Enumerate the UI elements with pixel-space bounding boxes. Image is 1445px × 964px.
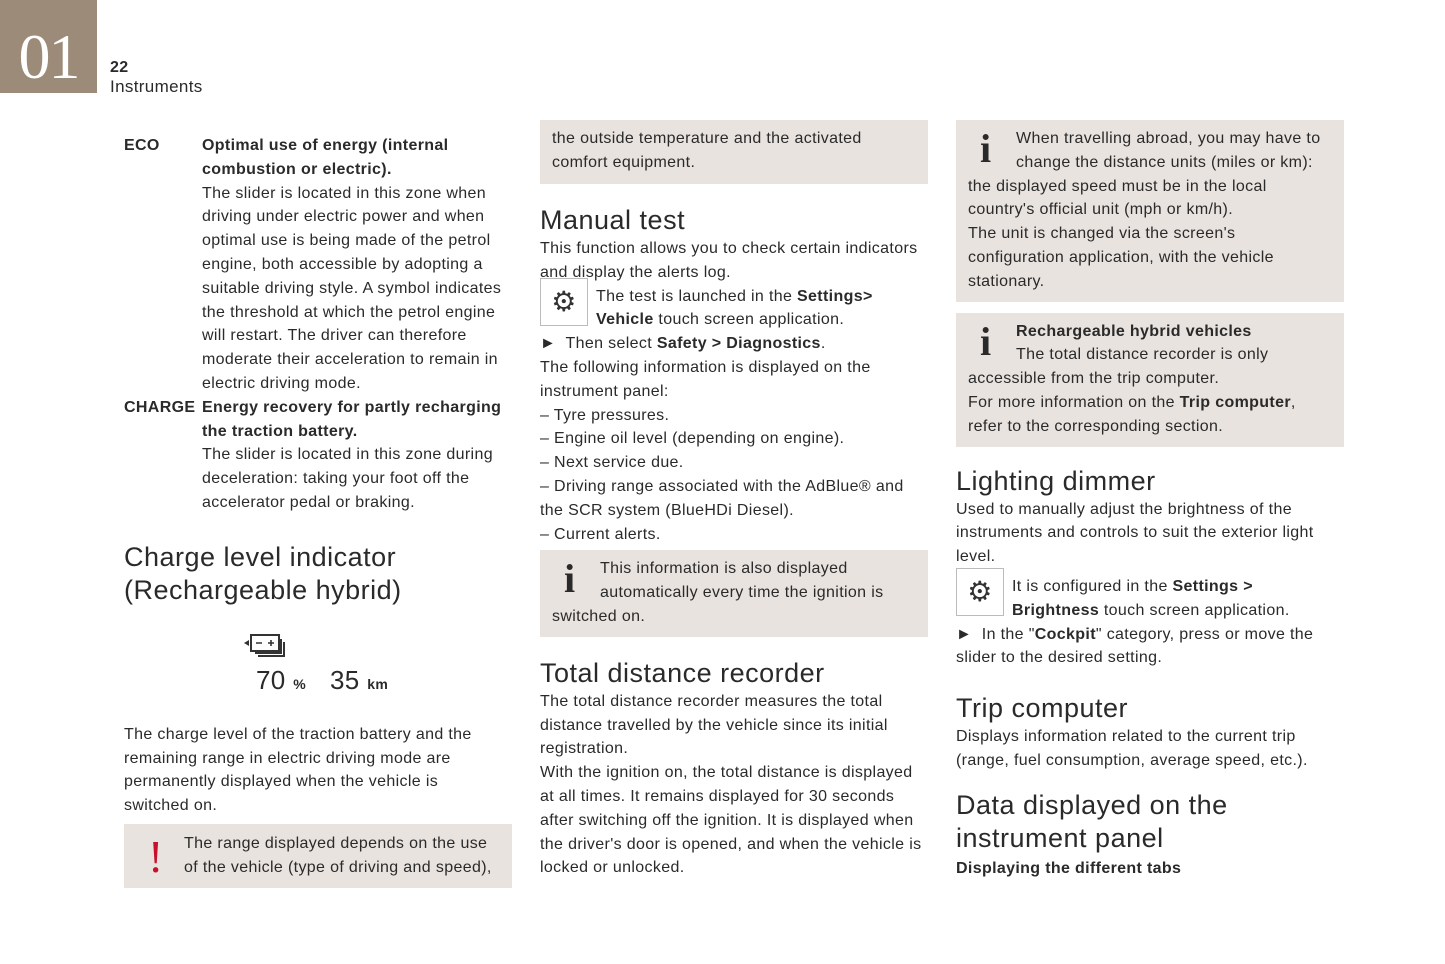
column-3 bbox=[956, 120, 1344, 881]
charge-gauge bbox=[244, 631, 512, 705]
list-item: – Driving range associated with the AdBlue® and the SCR system (BlueHDi Diesel). bbox=[540, 475, 928, 523]
manual-test-settings: ⚙ The test is launched in the Settings> Vehicle touch screen application. bbox=[540, 285, 928, 333]
arrow-icon: ► bbox=[540, 335, 566, 353]
total-distance-p2: With the ignition on, the total distance is displayed at all times. It remains displayed for 30 seconds after switching off the ignition. It is displayed when the driver's door is opened, and when the vehicle is locked or unlocked. bbox=[540, 764, 922, 877]
charge-term: CHARGE bbox=[124, 398, 196, 416]
manual-test-step: ► Then select Safety > Diagnostics. bbox=[540, 335, 826, 353]
info-icon: i bbox=[564, 556, 576, 602]
hybrid-info-box: i Rechargeable hybrid vehicles The total distance recorder is only accessible from the trip computer. For more information on the Trip computer, refer to the corresponding section. bbox=[956, 313, 1344, 447]
dimmer-settings: ⚙ It is configured in the Settings > Brightness touch screen application. bbox=[956, 575, 1344, 623]
chapter-tab: 01 bbox=[0, 0, 97, 93]
manual-test-intro: This function allows you to check certain indicators and display the alerts log. bbox=[540, 240, 918, 281]
page-number: 22 bbox=[110, 59, 129, 76]
eco-term: ECO bbox=[124, 137, 160, 154]
hybrid-info-text: The total distance recorder is only accessible from the trip computer. bbox=[968, 346, 1269, 388]
units-info-box bbox=[956, 120, 1344, 302]
manual-test-following: The following information is displayed on the instrument panel: bbox=[540, 358, 871, 400]
electric-range: 35 km bbox=[330, 664, 389, 695]
charge-level-heading: Charge level indicator (Rechargeable hybrid) bbox=[124, 541, 402, 605]
column-1 bbox=[124, 134, 512, 888]
total-distance-p1: The total distance recorder measures the total distance travelled by the vehicle since its initial registration. bbox=[540, 692, 888, 758]
units-info-text: When travelling abroad, you may have to change the distance units (miles or km): the displayed speed must be in the local country's official unit (mph or km/h). bbox=[968, 130, 1321, 219]
dimmer-intro: Used to manually adjust the brightness of the instruments and controls to suit the exterior light level. bbox=[956, 500, 1314, 566]
list-item: – Next service due. bbox=[540, 451, 928, 475]
data-displayed-subheading: Displaying the different tabs bbox=[956, 859, 1182, 877]
eco-text: The slider is located in this zone when driving under electric power and when optimal use is being made of the petrol engine, both accessible by adopting a suitable driving style. A symbol indicates the threshold at which the petrol engine will restart. The driver can therefore moderate their acceleration to remain in electric driving mode. bbox=[202, 184, 502, 392]
gear-icon: ⚙ bbox=[956, 568, 1004, 616]
warning-box bbox=[124, 824, 512, 888]
info-text: This information is also displayed automatically every time the ignition is switched on. bbox=[552, 560, 884, 625]
trip-computer-heading: Trip computer bbox=[956, 693, 1129, 724]
units-info-text-2: The unit is changed via the screen's configuration application, with the vehicle stationary. bbox=[968, 225, 1274, 290]
lighting-dimmer-heading: Lighting dimmer bbox=[956, 465, 1156, 496]
list-item: – Engine oil level (depending on engine). bbox=[540, 427, 928, 451]
info-list bbox=[540, 404, 928, 547]
column-2 bbox=[540, 120, 928, 880]
list-item: – Current alerts. bbox=[540, 523, 928, 547]
list-item: – Tyre pressures. bbox=[540, 404, 928, 428]
total-distance-heading: Total distance recorder bbox=[540, 657, 825, 688]
manual-test-heading: Manual test bbox=[540, 205, 686, 235]
section-title: Instruments bbox=[110, 77, 203, 96]
charge-text: The slider is located in this zone during deceleration: taking your foot off the accelerator pedal or braking. bbox=[202, 446, 493, 511]
warning-text: The range displayed depends on the use of the vehicle (type of driving and speed), bbox=[184, 834, 492, 876]
charge-percent: 70 % bbox=[256, 664, 307, 695]
data-displayed-heading: Data displayed on the instrument panel bbox=[956, 789, 1228, 853]
trip-computer-text: Displays information related to the current trip (range, fuel consumption, average speed, etc.). bbox=[956, 728, 1308, 769]
info-box bbox=[540, 550, 928, 636]
info-icon: i bbox=[980, 318, 992, 364]
charge-title: Energy recovery for partly recharging the traction battery. bbox=[202, 398, 502, 440]
info-icon: i bbox=[980, 126, 992, 171]
continued-note-box bbox=[540, 120, 928, 184]
continued-note-text: the outside temperature and the activated comfort equipment. bbox=[552, 130, 862, 171]
gear-icon: ⚙ bbox=[540, 278, 588, 326]
charge-definition bbox=[124, 396, 512, 515]
eco-title: Optimal use of energy (internal combustion or electric). bbox=[202, 137, 449, 178]
warning-icon: ! bbox=[148, 830, 164, 882]
battery-icon bbox=[244, 633, 288, 661]
hybrid-info-title: Rechargeable hybrid vehicles bbox=[1016, 322, 1252, 340]
dimmer-step: ► In the "Cockpit" category, press or move the slider to the desired setting. bbox=[956, 625, 1314, 667]
charge-level-text: The charge level of the traction battery and the remaining range in electric driving mode are permanently displayed when the vehicle is switched on. bbox=[124, 725, 472, 815]
eco-definition bbox=[124, 134, 512, 396]
arrow-icon: ► bbox=[956, 625, 982, 643]
